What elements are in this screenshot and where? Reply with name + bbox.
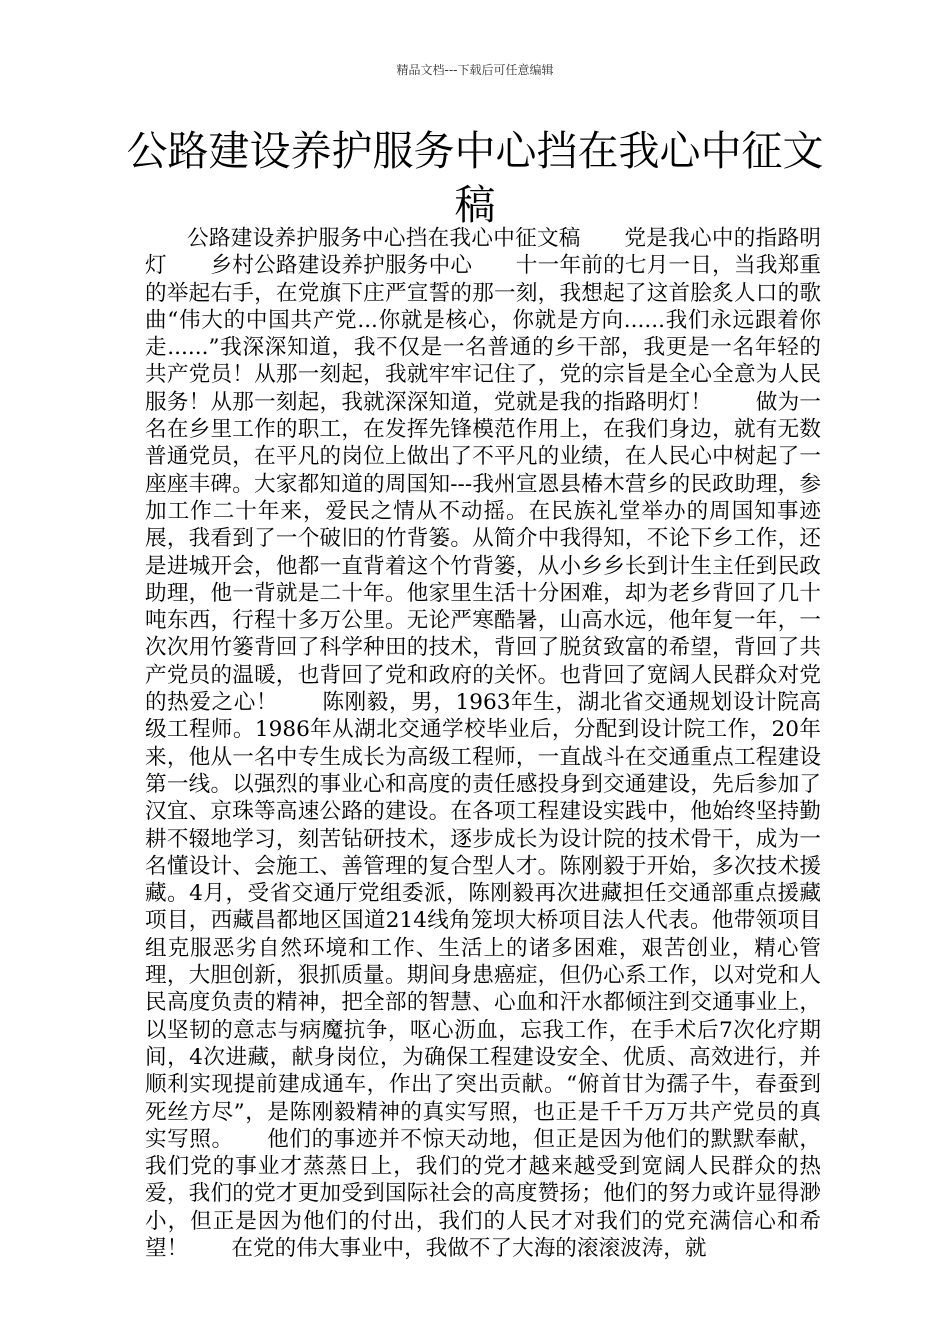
document-body: 公路建设养护服务中心挡在我心中征文稿 党是我心中的指路明灯 乡村公路建设养护服务中心 十一年前的七月一日，当我郑重的举起右手，在党旗下庄严宣誓的那一刻，我想起了这首脍炙人口的歌曲“伟大的中国共产党...你就是核心，你就是方向......我们永远跟着你走......”我深深知道，我不仅是一名普通的乡干部，我更是一名年轻的共产党员！从那一刻起，我就牢牢记住了，党的宗旨是全心全意为人民服务！从那一刻起，我就深深知道，党就是我的指路明灯！ 做为一名在乡里工作的职工，在发挥先锋模范作用上，在我们身边，就有无数普通党员，在平凡的岗位上做出了不平凡的业绩，在人民心中树起了一座座丰碑。大家都知道的周国知---我州宣恩县椿木营乡的民政助理，参加工作二十年来，爱民之情从不动摇。在民族礼堂举办的周国知事迹展，我看到了一个破旧的竹背篓。从简介中我得知，不论下乡工作，还是进城开会，他都一直背着这个竹背篓，从小乡乡长到计生主任到民政助理，他一背就是二十年。他家里生活十分困难，却为老乡背回了几十吨东西，行程十多万公里。无论严寒酷暑，山高水远，他年复一年，一次次用竹篓背回了科学种田的技术，背回了脱贫致富的希望，背回了共产党员的温暖，也背回了党和政府的关怀。也背回了宽阔人民群众对党的热爱之心！ 陈刚毅，男，1963年生，湖北省交通规划设计院高级工程师。1986年从湖北交通学校毕业后，分配到设计院工作，20年来，他从一名中专生成长为高级工程师，一直战斗在交通重点工程建设第一线。以强烈的事业心和高度的责任感投身到交通建设，先后参加了汉宜、京珠等高速公路的建设。在各项工程建设实践中，他始终坚持勤耕不辍地学习，刻苦钻研技术，逐步成长为设计院的技术骨干，成为一名懂设计、会施工、善管理的复合型人才。陈刚毅于开始，多次技术援藏。4月，受省交通厅党组委派，陈刚毅再次进藏担任交通部重点援藏项目，西藏昌都地区国道214线角笼坝大桥项目法人代表。他带领项目组克服恶劣自然环境和工作、生活上的诸多困难，艰苦创业，精心管理，大胆创新，狠抓质量。期间身患癌症，但仍心系工作，以对党和人民高度负责的精神，把全部的智慧、心血和汗水都倾注到交通事业上，以坚韧的意志与病魔抗争，呕心沥血，忘我工作，在手术后7次化疗期间，4次进藏，献身岗位，为确保工程建设安全、优质、高效进行，并顺利实现提前建成通车，作出了突出贡献。“俯首甘为孺子牛，春蚕到死丝方尽”，是陈刚毅精神的真实写照，也正是千千万万共产党员的真实写照。 他们的事迹并不惊天动地，但正是因为他们的默默奉献，我们党的事业才蒸蒸日上，我们的党才越来越受到宽阔人民群众的热爱，我们的党才更加受到国际社会的高度赞扬；他们的努力或许显得渺小，但正是因为他们的付出，我们的人民才对我们的党充满信心和希望！ 在党的伟大事业中，我做不了大海的滚滚波涛，就: [145, 226, 821, 1261]
page-header: 精品文档---下载后可任意编辑: [396, 63, 554, 77]
document-title: 公路建设养护服务中心挡在我心中征文稿: [126, 127, 824, 229]
